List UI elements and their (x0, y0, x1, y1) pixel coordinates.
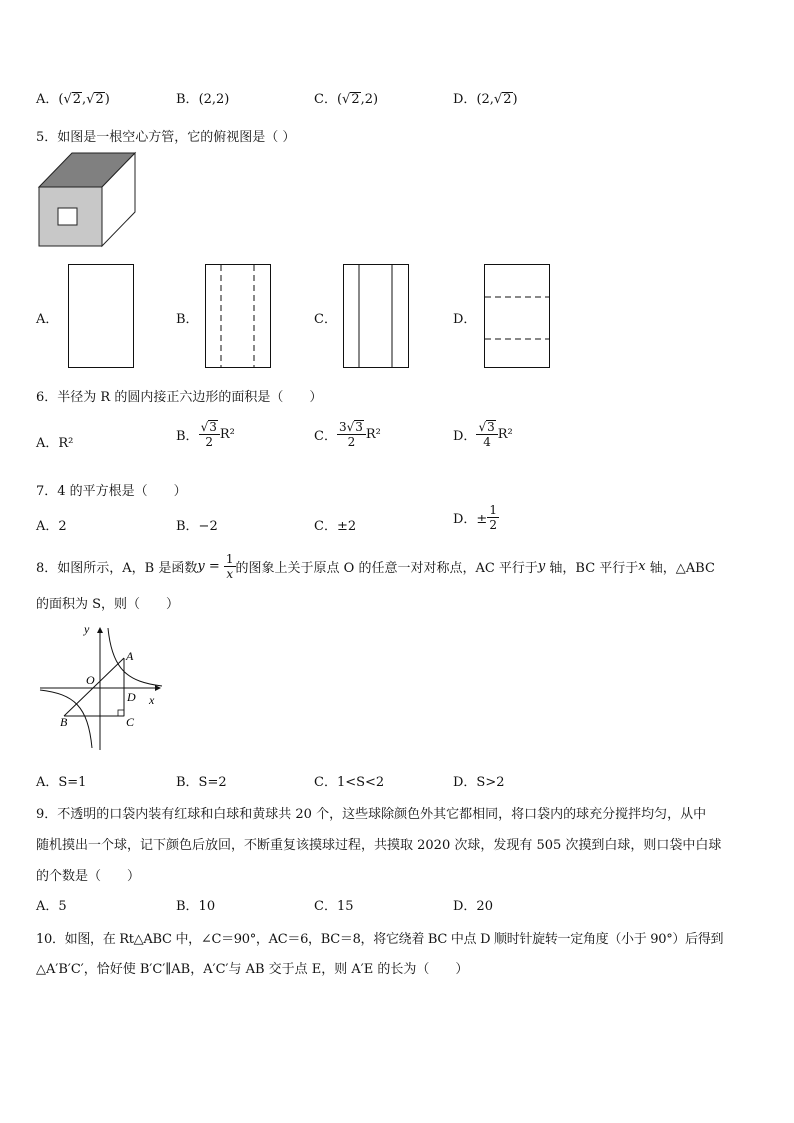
q7-option-d: D．± $\frac{1}{2}$ (453, 503, 497, 532)
hyperbola-branch-q1 (108, 628, 162, 686)
q6-stem: 6．半径为 R 的圆内接正六边形的面积是（ ） (36, 390, 323, 405)
label-y: y (84, 622, 90, 636)
q9-option-d: D．20 (453, 899, 493, 914)
label-c: C (126, 715, 135, 729)
label-b: B (60, 715, 68, 729)
q4-option-c: C．(√2,2) (314, 92, 379, 107)
q6-option-d: D． $\frac{√3}{4}$ R² (453, 420, 513, 449)
q10-stem-line1: 10．如图，在 Rt△ABC 中，∠C＝90°，AC＝6，BC＝8，将它绕着 BC 中点 D 顺时针旋转一定角度（小于 90°）后得到 (36, 932, 724, 947)
q5-option-b-figure (205, 264, 271, 368)
q5-option-c-figure (343, 264, 409, 368)
q8-option-d: D．S>2 (453, 775, 505, 790)
q8-hyperbola-figure (36, 620, 176, 755)
q5-option-c-label: C． (314, 312, 337, 327)
q7-option-b: B．−2 (176, 519, 218, 534)
q9-stem-line1: 9．不透明的口袋内装有红球和白球和黄球共 20 个，这些球除颜色外其它都相同，将口袋内的球充分搅拌均匀，从中 (36, 807, 707, 822)
q5-option-a-figure (68, 264, 134, 368)
label-o: O (86, 673, 95, 687)
hollow-square-tube-figure (36, 150, 136, 250)
label-a: A (126, 649, 134, 663)
q5-option-d-label: D． (453, 312, 477, 327)
q8-option-c: C．1<S<2 (314, 775, 385, 790)
q6-option-a: A．R² (36, 436, 74, 451)
q9-option-b: B．10 (176, 899, 216, 914)
q7-stem: 7．4 的平方根是（ ） (36, 484, 187, 499)
q8-option-b: B．S=2 (176, 775, 227, 790)
right-angle-mark (118, 710, 124, 716)
q4-option-a: A．(√2,√2) (36, 92, 110, 107)
q5-option-b-label: B． (176, 312, 199, 327)
q4-option-d: D．(2,√2) (453, 92, 518, 107)
q8-stem-line2: 的面积为 S，则（ ） (36, 597, 180, 612)
q5-stem: 5．如图是一根空心方管，它的俯视图是（ ） (36, 130, 296, 145)
q5-option-d-figure (484, 264, 550, 368)
q6-option-b: B． $\frac{√3}{2}$ R² (176, 420, 235, 449)
q4-option-b: B．(2,2) (176, 92, 230, 107)
q9-stem-line3: 的个数是（ ） (36, 869, 141, 884)
label-x: x (149, 693, 155, 707)
q8-option-a: A．S=1 (36, 775, 87, 790)
q8-stem-line1: 8．如图所示，A，B 是函数y = $\frac{1}{x}$ 的图象上关于原点 O 的任意一对对称点，AC 平行于y 轴，BC 平行于x 轴，△ABC (36, 552, 715, 581)
q5-option-a-label: A． (36, 312, 59, 327)
q9-option-a: A．5 (36, 899, 67, 914)
segment-ab (64, 658, 124, 716)
q9-stem-line2: 随机摸出一个球，记下颜色后放回，不断重复该摸球过程，共摸取 2020 次球，发现有 505 次摸到白球，则口袋中白球 (36, 838, 722, 853)
q6-option-c: C． $\frac{3√3}{2}$ R² (314, 420, 381, 449)
q9-option-c: C．15 (314, 899, 354, 914)
label-d: D (127, 690, 136, 704)
q7-option-a: A．2 (36, 519, 67, 534)
q7-option-c: C．±2 (314, 519, 357, 534)
tube-hollow-opening (58, 208, 77, 225)
q10-stem-line2: △A′B′C′，恰好使 B′C′∥AB，A′C′与 AB 交于点 E，则 A′E 的长为（ ） (36, 962, 469, 977)
